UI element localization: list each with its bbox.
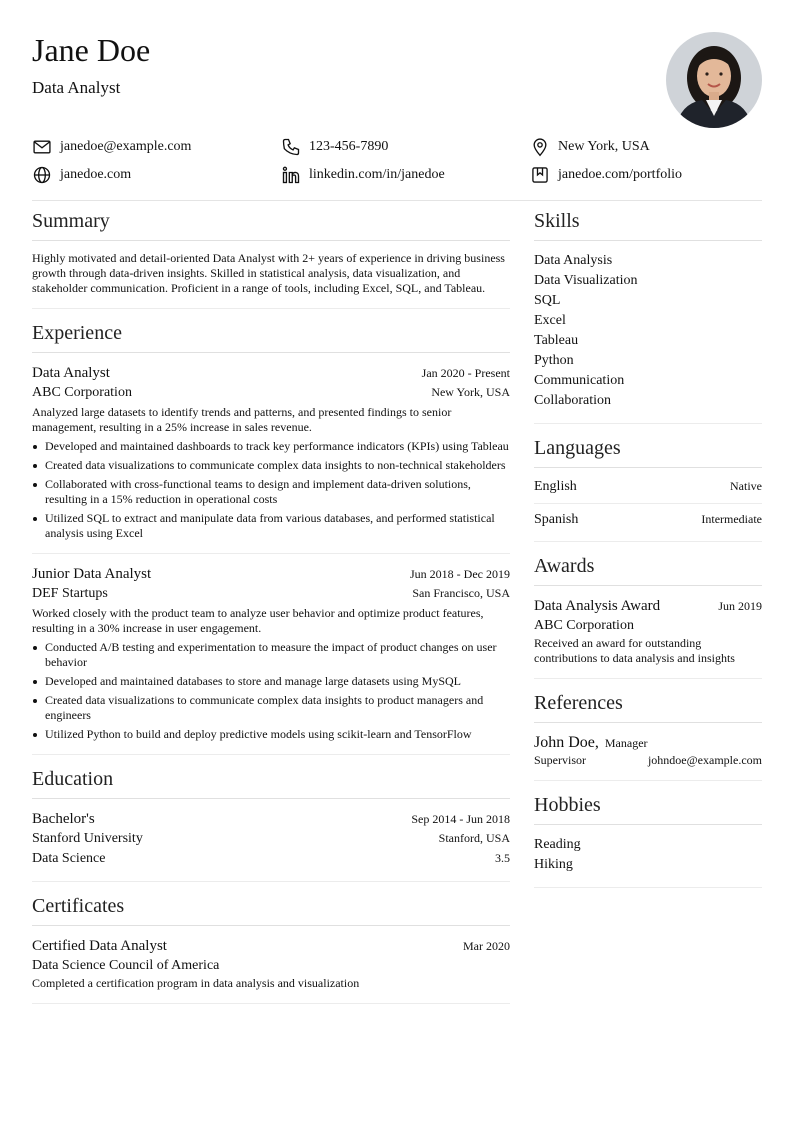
education-field: Data Science: [32, 851, 106, 866]
portfolio-text: janedoe.com/portfolio: [558, 167, 683, 182]
certificate-summary: Completed a certification program in data analysis and visualization: [32, 976, 360, 990]
education-title: Education: [32, 768, 510, 799]
experience-bullets: [32, 640, 510, 742]
education-school: Stanford University: [32, 831, 143, 846]
reference-name: John Doe,: [534, 734, 599, 751]
email-text: janedoe@example.com: [60, 139, 192, 154]
experience-title: Experience: [32, 322, 510, 353]
language-level: Intermediate: [701, 512, 762, 526]
references-section: [534, 683, 762, 781]
awards-title: Awards: [534, 555, 762, 586]
hobby-item: Hiking: [534, 857, 573, 872]
references-title: References: [534, 692, 762, 723]
experience-position: Junior Data Analyst: [32, 566, 152, 582]
experience-location: San Francisco, USA: [412, 586, 510, 600]
map-pin-icon: [530, 137, 550, 157]
certificates-title: Certificates: [32, 895, 510, 926]
skills-section: [534, 201, 762, 424]
skill-item: Data Analysis: [534, 253, 613, 268]
linkedin-text: linkedin.com/in/janedoe: [309, 167, 445, 182]
experience-position: Data Analyst: [32, 365, 110, 381]
certificates-section: [32, 886, 510, 1004]
education-date: Sep 2014 - Jun 2018: [411, 812, 510, 826]
globe-icon: [32, 165, 52, 185]
bullet-item: Conducted A/B testing and experimentation to measure the impact of product changes on user behavior: [32, 640, 510, 670]
bullet-item: Created data visualizations to communicate complex data insights to non-technical stakeholders: [32, 458, 510, 473]
main-column: [32, 201, 510, 1008]
skill-item: SQL: [534, 293, 561, 308]
skill-item: Excel: [534, 313, 566, 328]
award-summary: Received an award for outstanding contributions to data analysis and insights: [534, 636, 735, 665]
skill-item: Data Visualization: [534, 273, 638, 288]
experience-item: [32, 363, 510, 554]
experience-summary: Worked closely with the product team to analyze user behavior and optimize product features, resulting in a 30% increase in user engagement.: [32, 606, 484, 635]
candidate-name: Jane Doe: [32, 32, 151, 68]
skill-item: Tableau: [534, 333, 579, 348]
location-text: New York, USA: [558, 139, 650, 154]
contact-location: [530, 137, 650, 157]
experience-date: Jan 2020 - Present: [421, 366, 510, 380]
certificate-issuer: Data Science Council of America: [32, 958, 220, 973]
reference-role: Manager: [604, 736, 648, 750]
skill-item: Collaboration: [534, 393, 611, 408]
contact-linkedin[interactable]: [281, 165, 445, 185]
experience-location: New York, USA: [431, 385, 510, 399]
education-degree: Bachelor's: [32, 811, 95, 827]
hobby-item: Reading: [534, 837, 581, 852]
experience-bullets: [32, 439, 510, 541]
language-name: Spanish: [534, 512, 579, 527]
award-date: Jun 2019: [718, 599, 762, 613]
awards-section: [534, 546, 762, 679]
award-name: Data Analysis Award: [534, 598, 661, 614]
experience-summary: Analyzed large datasets to identify trends and patterns, and presented findings to senior management, resulting in a 25% increase in sales revenue.: [32, 405, 452, 434]
candidate-headline: Data Analyst: [32, 78, 121, 97]
contact-phone[interactable]: [281, 137, 388, 157]
experience-company: ABC Corporation: [32, 385, 132, 400]
education-section: [32, 759, 510, 882]
reference-header: [534, 733, 762, 753]
bookmark-icon: [530, 165, 550, 185]
language-item: [534, 478, 762, 504]
hobbies-title: Hobbies: [534, 794, 762, 825]
contact-portfolio[interactable]: [530, 165, 682, 185]
language-name: English: [534, 479, 577, 494]
profile-photo: [666, 32, 762, 128]
bullet-item: Collaborated with cross-functional teams to design and implement data-driven solutions, resulting in a 15% reduction in operational costs: [32, 477, 510, 507]
bullet-item: Created data visualizations to communicate complex data insights to product managers and engineers: [32, 693, 510, 723]
experience-date: Jun 2018 - Dec 2019: [410, 567, 510, 581]
award-awarder: ABC Corporation: [534, 618, 634, 633]
summary-section: [32, 201, 510, 309]
mail-icon: [32, 137, 52, 157]
contact-website[interactable]: [32, 165, 131, 185]
language-item: [534, 511, 762, 529]
bullet-item: Utilized SQL to extract and manipulate data from various databases, and performed statistical analysis using Excel: [32, 511, 510, 541]
experience-section: [32, 313, 510, 755]
sidebar-column: [534, 201, 762, 892]
skills-title: Skills: [534, 210, 762, 241]
contact-email[interactable]: [32, 137, 191, 157]
certificate-name: Certified Data Analyst: [32, 938, 167, 954]
education-score: 3.5: [495, 851, 510, 865]
phone-icon: [281, 137, 301, 157]
reference-relation: Supervisor: [534, 753, 586, 767]
certificate-date: Mar 2020: [463, 939, 510, 953]
bullet-item: Utilized Python to build and deploy predictive models using scikit-learn and TensorFlow: [32, 727, 510, 742]
website-text: janedoe.com: [60, 167, 132, 182]
summary-title: Summary: [32, 210, 510, 241]
languages-section: [534, 428, 762, 542]
reference-email[interactable]: johndoe@example.com: [647, 753, 762, 767]
education-location: Stanford, USA: [438, 831, 510, 845]
languages-title: Languages: [534, 437, 762, 468]
hobbies-section: [534, 785, 762, 888]
summary-text: Highly motivated and detail-oriented Data Analyst with 2+ years of experience in driving business growth through data-driven insights. Skilled in statistical analysis, data visualization, and stakeholder communication. Proficient in a range of tools, including Excel, SQL, and Tableau.: [32, 251, 505, 295]
phone-text: 123-456-7890: [309, 139, 389, 154]
experience-item: [32, 564, 510, 742]
bullet-item: Developed and maintained databases to store and manage large datasets using MySQL: [32, 674, 510, 689]
language-level: Native: [730, 479, 762, 493]
experience-company: DEF Startups: [32, 586, 108, 601]
skill-item: Communication: [534, 373, 625, 388]
skill-item: Python: [534, 353, 574, 368]
linkedin-icon: [281, 165, 301, 185]
bullet-item: Developed and maintained dashboards to track key performance indicators (KPIs) using Tableau: [32, 439, 510, 454]
